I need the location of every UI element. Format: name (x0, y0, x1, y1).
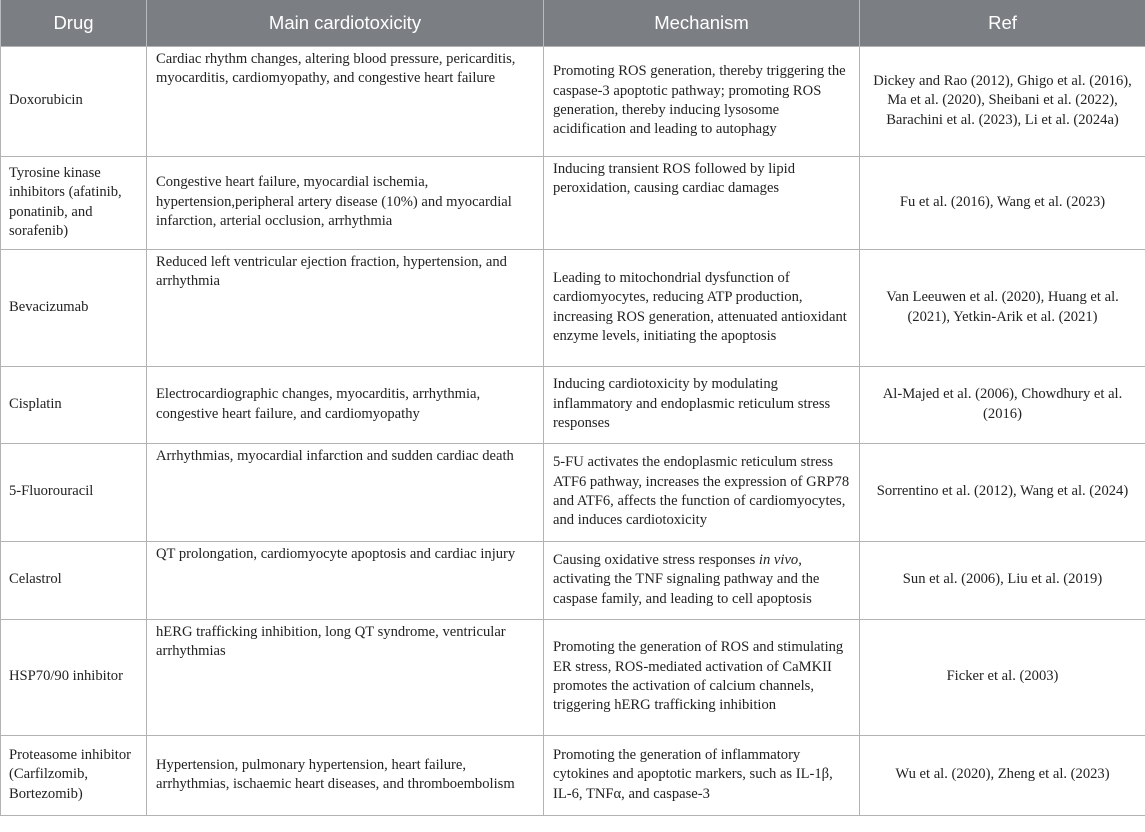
mechanism-text-end: , activating the TNF signaling pathway and the caspase family, and leading to cell apoptosis (553, 551, 820, 607)
mechanism-cell: Inducing cardiotoxicity by modulating inflammatory and endoplasmic reticulum stress responses (544, 367, 860, 444)
toxicity-cell: Reduced left ventricular ejection fraction, hypertension, and arrhythmia (147, 250, 544, 367)
header-row (1, 0, 1145, 47)
table-row (1, 250, 1145, 367)
mechanism-cell: Promoting the generation of ROS and stimulating ER stress, ROS-mediated activation of CaMKII promotes the activation of calcium channels, triggering hERG trafficking inhibition (544, 620, 860, 736)
ref-cell: Van Leeuwen et al. (2020), Huang et al. (2021), Yetkin-Arik et al. (2021) (860, 250, 1145, 367)
header-mechanism: Mechanism (544, 0, 860, 47)
table-row (1, 542, 1145, 620)
toxicity-cell: QT prolongation, cardiomyocyte apoptosis and cardiac injury (147, 542, 544, 620)
toxicity-cell: Hypertension, pulmonary hypertension, heart failure, arrhythmias, ischaemic heart diseases, and thromboembolism (147, 736, 544, 816)
ref-cell: Wu et al. (2020), Zheng et al. (2023) (860, 736, 1145, 816)
table-row (1, 736, 1145, 816)
table-row (1, 620, 1145, 736)
drug-cell: Celastrol (1, 542, 147, 620)
drug-cell: HSP70/90 inhibitor (1, 620, 147, 736)
ref-cell: Al-Majed et al. (2006), Chowdhury et al. (2016) (860, 367, 1145, 444)
ref-cell: Ficker et al. (2003) (860, 620, 1145, 736)
header-main-cardiotoxicity: Main cardiotoxicity (147, 0, 544, 47)
drug-cell: Proteasome inhibitor (Carfilzomib, Bortezomib) (1, 736, 147, 816)
toxicity-cell: hERG trafficking inhibition, long QT syndrome, ventricular arrhythmias (147, 620, 544, 736)
toxicity-cell: Arrhythmias, myocardial infarction and sudden cardiac death (147, 444, 544, 542)
mechanism-cell (544, 542, 860, 620)
table-header (1, 0, 1145, 47)
mechanism-cell: Leading to mitochondrial dysfunction of cardiomyocytes, reducing ATP production, increasing ROS generation, attenuated antioxidant enzyme levels, initiating the apoptosis (544, 250, 860, 367)
mechanism-cell: 5-FU activates the endoplasmic reticulum stress ATF6 pathway, increases the expression of GRP78 and ATF6, affects the function of cardiomyocytes, and induces cardiotoxicity (544, 444, 860, 542)
drug-cell: Doxorubicin (1, 47, 147, 157)
mechanism-cell: Promoting ROS generation, thereby triggering the caspase-3 apoptotic pathway; promoting ROS generation, thereby inducing lysosome acidification and leading to autophagy (544, 47, 860, 157)
header-ref: Ref (860, 0, 1145, 47)
mechanism-italic-term: in vivo (758, 551, 799, 568)
ref-cell: Dickey and Rao (2012), Ghigo et al. (2016), Ma et al. (2020), Sheibani et al. (2022), Barachini et al. (2023), Li et al. (2024a) (860, 47, 1145, 157)
table-row (1, 47, 1145, 157)
toxicity-cell: Congestive heart failure, myocardial ischemia, hypertension,peripheral artery disease (10%) and myocardial infarction, arterial occlusion, arrhythmia (147, 157, 544, 250)
mechanism-text-start: Causing oxidative stress responses (553, 551, 759, 568)
toxicity-cell: Electrocardiographic changes, myocarditis, arrhythmia, congestive heart failure, and cardiomyopathy (147, 367, 544, 444)
toxicity-cell: Cardiac rhythm changes, altering blood pressure, pericarditis, myocarditis, cardiomyopathy, and congestive heart failure (147, 47, 544, 157)
ref-cell: Sun et al. (2006), Liu et al. (2019) (860, 542, 1145, 620)
drug-cell: Cisplatin (1, 367, 147, 444)
drug-cell: Tyrosine kinase inhibitors (afatinib, ponatinib, and sorafenib) (1, 157, 147, 250)
ref-cell: Sorrentino et al. (2012), Wang et al. (2024) (860, 444, 1145, 542)
header-drug: Drug (1, 0, 147, 47)
drug-cell: Bevacizumab (1, 250, 147, 367)
table-row (1, 367, 1145, 444)
mechanism-cell: Inducing transient ROS followed by lipid peroxidation, causing cardiac damages (544, 157, 860, 250)
ref-cell: Fu et al. (2016), Wang et al. (2023) (860, 157, 1145, 250)
mechanism-cell: Promoting the generation of inflammatory cytokines and apoptotic markers, such as IL-1β, IL-6, TNFα, and caspase-3 (544, 736, 860, 816)
table-row (1, 444, 1145, 542)
drug-cell: 5-Fluorouracil (1, 444, 147, 542)
table-body (1, 47, 1145, 816)
table-row (1, 157, 1145, 250)
